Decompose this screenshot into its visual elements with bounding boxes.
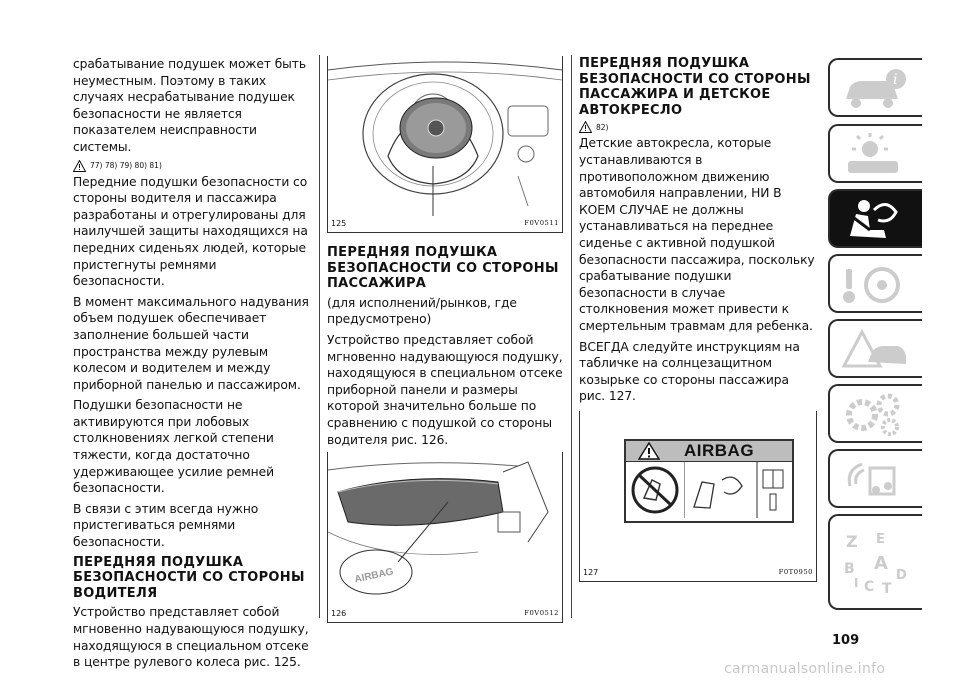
dashboard-airbag-illustration <box>328 452 562 602</box>
car-info-icon <box>840 65 910 111</box>
chapter-tab-maintenance[interactable] <box>828 384 922 443</box>
figure-caption <box>331 609 559 618</box>
dashboard-lights-icon <box>840 131 910 177</box>
section-heading: ПЕРЕДНЯЯ ПОДУШКА БЕЗОПАСНОСТИ СО СТОРОНЫ ВОДИТЕЛЯ <box>73 554 305 601</box>
chapter-tab-emergency[interactable] <box>828 319 922 378</box>
column-1 <box>73 56 311 675</box>
svg-text:Z: Z <box>846 532 858 551</box>
figure-126 <box>327 452 563 623</box>
airbag-label-pictograms <box>626 462 792 520</box>
warning-car-icon <box>840 326 910 372</box>
steering-wheel-airbag-illustration <box>328 56 562 216</box>
svg-text:i: i <box>893 72 898 88</box>
figure-code: F0T0950 <box>778 567 813 576</box>
airbag-label-header <box>626 441 792 462</box>
svg-text:T: T <box>882 581 892 597</box>
airbag-deploy-icon <box>684 462 758 518</box>
warning-refs <box>579 121 817 133</box>
read-manual-icon <box>758 462 788 518</box>
paragraph: срабатывание подушек может быть неуместным. Поэтому в таких случаях несрабатывание подушек безопасности не является показателем неисправности системы. <box>73 57 306 154</box>
figure-code: F0V0511 <box>524 219 559 227</box>
figure-125 <box>327 56 563 233</box>
warning-triangle-icon <box>638 442 660 460</box>
airbag-warning-label <box>624 439 794 523</box>
chapter-tab-starting-driving[interactable] <box>828 254 922 313</box>
paragraph: ВСЕГДА следуйте инструкциям на табличке на солнцезащитном козырьке со стороны пассажира рис. 127. <box>579 339 800 404</box>
chapter-tab-dashboard[interactable] <box>828 124 922 183</box>
warning-refs-text: 82) <box>596 122 609 132</box>
figure-caption <box>331 219 559 228</box>
paragraph: Устройство представляет собой мгновенно надувающуюся подушку, находящуюся в специальном отсеке приборной панели и размеры которой значительно больше по сравнению с подушкой со стороны водителя рис. 126. <box>327 332 563 447</box>
svg-text:B: B <box>844 561 855 577</box>
svg-text:A: A <box>874 553 888 574</box>
paragraph: Устройство представляет собой мгновенно надувающуюся подушку, находящуюся в специальном отсеке в центре рулевого колеса рис. 125. <box>73 605 309 670</box>
airbag-label: AIRBAG <box>353 566 395 586</box>
svg-text:D: D <box>896 568 907 583</box>
section-heading: ПЕРЕДНЯЯ ПОДУШКА БЕЗОПАСНОСТИ СО СТОРОНЫ ПАССАЖИРА И ДЕТСКОЕ АВТОКРЕСЛО <box>579 56 811 118</box>
seat-airbag-icon <box>840 196 910 242</box>
column-3 <box>579 56 817 582</box>
figure-number: 125 <box>331 219 347 228</box>
paragraph: Детские автокресла, которые устанавливаются в противоположном движению автомобиля направлении, НИ В КОЕМ СЛУЧАЕ не должны устанавливаться на переднее сиденье с активной подушкой безопасности пассажира, поскольку срабатывание подушки безопасности в случае столкновения может привести к смертельным травмам для ребенка. <box>579 136 815 333</box>
warning-triangle-icon <box>73 160 86 172</box>
figure-caption <box>583 568 813 577</box>
column-divider <box>319 55 320 618</box>
note: (для исполнений/рынков, где предусмотрено) <box>327 295 517 327</box>
figure-code: F0V0512 <box>524 609 559 618</box>
svg-text:I: I <box>854 576 859 590</box>
airbag-label-text: AIRBAG <box>684 440 755 460</box>
figure-127 <box>579 411 817 582</box>
paragraph: Передние подушки безопасности со стороны водителя и пассажира разработаны и отрегулированы для наилучшей защиты находящихся на передних сиденьях людей, которые пристегнуты ремнями безопасности. <box>73 174 308 289</box>
chapter-tab-safety[interactable] <box>828 189 922 248</box>
page-number: 109 <box>832 633 860 648</box>
chapter-tab-index[interactable] <box>828 514 922 610</box>
multimedia-icon <box>840 456 910 502</box>
maintenance-gears-icon <box>840 391 910 437</box>
svg-text:E: E <box>876 532 885 547</box>
key-steering-icon <box>840 261 910 307</box>
watermark: carmanualsonline.info <box>724 661 886 677</box>
warning-refs <box>73 160 311 172</box>
column-2 <box>327 56 563 623</box>
warning-refs-text: 77) 78) 79) 80) 81) <box>90 161 162 171</box>
warning-triangle-icon <box>579 121 592 133</box>
no-child-seat-icon <box>626 462 684 518</box>
paragraph: В момент максимального надувания объем подушек обеспечивает заполнение большей части пространства между рулевым колесом и водителем и между приборной панелью и пассажиром. <box>73 294 309 392</box>
column-divider <box>571 55 572 618</box>
section-heading: ПЕРЕДНЯЯ ПОДУШКА БЕЗОПАСНОСТИ СО СТОРОНЫ ПАССАЖИРА <box>327 245 559 292</box>
figure-number: 126 <box>331 609 347 619</box>
chapter-tab-car-info[interactable] <box>828 58 922 117</box>
paragraph: Подушки безопасности не активируются при лобовых столкновениях легкой степени тяжести, когда достаточно удерживающее усилие ремней безопасности. <box>73 398 274 496</box>
figure-number: 127 <box>583 567 599 577</box>
paragraph: В связи с этим всегда нужно пристегиваться ремнями безопасности. <box>73 501 259 550</box>
svg-text:C: C <box>864 579 875 595</box>
chapter-tab-multimedia[interactable] <box>828 449 922 508</box>
alphabetical-index-icon <box>840 521 910 601</box>
